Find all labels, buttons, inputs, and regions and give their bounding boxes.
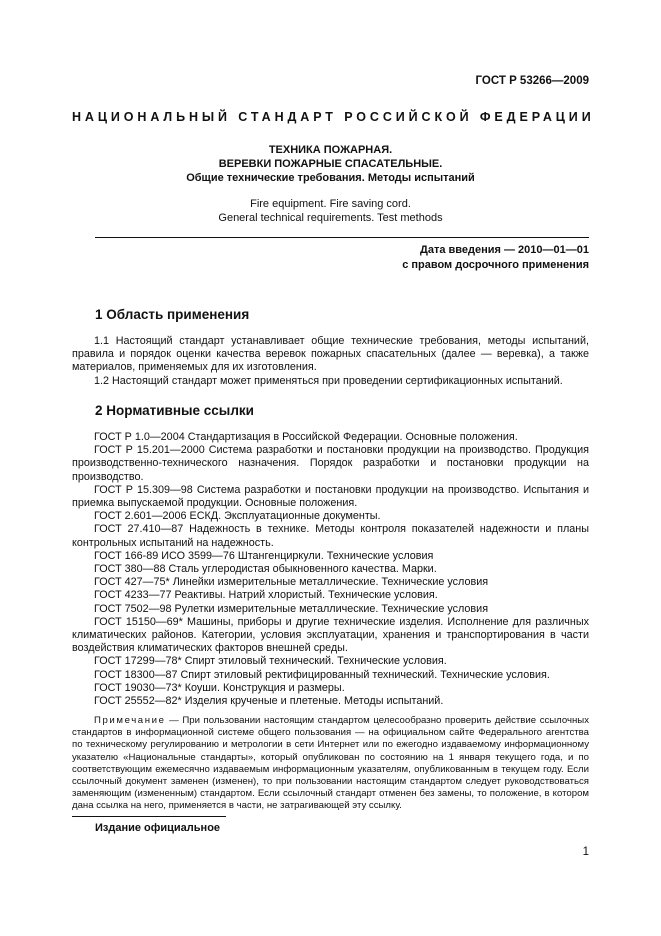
reference-item: ГОСТ Р 15.309—98 Система разработки и постановки продукции на производство. Испытания и приемка выпускаемой продукции. Основные положения. [72,483,589,510]
reference-item: ГОСТ 380—88 Сталь углеродистая обыкновенного качества. Марки. [94,563,437,576]
national-standard-heading: НАЦИОНАЛЬНЫЙ СТАНДАРТ РОССИЙСКОЙ ФЕДЕРАЦИИ [72,110,595,124]
document-code: ГОСТ Р 53266—2009 [475,75,589,87]
title-line-1: ТЕХНИКА ПОЖАРНАЯ. [268,144,393,156]
title-line-3: Общие технические требования. Методы испытаний [186,172,475,184]
section-1-heading: 1 Область применения [95,307,250,322]
reference-item: ГОСТ 427—75* Линейки измерительные металлические. Технические условия [94,576,489,589]
section-2-heading: 2 Нормативные ссылки [95,403,254,418]
paragraph-1-2: 1.2 Настоящий стандарт может применяться при проведении сертификационных испытаний. [94,374,563,387]
official-edition-label: Издание официальное [95,822,221,834]
reference-item: ГОСТ 2.601—2006 ЕСКД. Эксплуатационные документы. [94,510,381,523]
paragraph-1-1: 1.1 Настоящий стандарт устанавливает общие технические требования, методы испытаний, правила и порядок оценки качества веревок пожарных спасательных (далее — веревка), а также материалов, применяемых для их изготовления. [72,335,589,374]
note-label: Примечание [94,715,166,726]
reference-item: ГОСТ 17299—78* Спирт этиловый технический. Технические условия. [94,655,447,668]
reference-item: ГОСТ 4233—77 Реактивы. Натрий хлористый. Технические условия. [94,589,438,602]
section-1-body [72,335,589,388]
title-line-2: ВЕРЕВКИ ПОЖАРНЫЕ СПАСАТЕЛЬНЫЕ. [218,158,443,170]
english-title-line-2: General technical requirements. Test methods [218,212,443,224]
reference-item: ГОСТ 18300—87 Спирт этиловый ректифицированный технический. Технические условия. [94,668,550,681]
note-block [72,715,589,813]
title-divider [95,237,589,238]
footer-divider [72,816,226,817]
note-text: — При пользовании настоящим стандартом целесообразно проверить действие ссылочных стандартов в информационной системе общего пользования — на официальном сайте Федерального агентства по техническому регулированию и метрологии в сети Интернет или по ежегодно издаваемому информационному указателю «Национальные стандарты», который опубликован по состоянию на 1 января текущего года, и по соответствующим ежемесячно издаваемым информационным указателям, опубликованным в текущем году. Если ссылочный документ заменен (изменен), то при пользовании настоящим стандартом следует руководствоваться заменяющим (измененным) стандартом. Если ссылочный стандарт отменен без замены, то положение, в котором дана ссылка на него, применяется в части, не затрагивающей эту ссылку. [72,715,589,812]
introduction-date-line: Дата введения — 2010—01—01 [420,244,589,256]
reference-item: ГОСТ 166-89 ИСО 3599—76 Штангенциркули. Технические условия [94,549,434,562]
reference-item: ГОСТ 7502—98 Рулетки измерительные металлические. Технические условия [94,602,489,615]
early-application-line: с правом досрочного применения [402,259,589,271]
reference-item: ГОСТ 15150—69* Машины, приборы и другие технические изделия. Исполнение для различных климатических районов. Категории, условия эксплуатации, хранения и транспортирования в части воздействия климатических факторов внешней среды. [72,615,589,655]
russian-title [72,143,589,185]
reference-item: ГОСТ 25552—82* Изделия крученые и плетеные. Методы испытаний. [94,695,444,708]
reference-item: ГОСТ Р 1.0—2004 Стандартизация в Российской Федерации. Основные положения. [94,431,518,443]
normative-references-list [72,431,589,708]
introduction-date [402,243,589,273]
reference-item: ГОСТ 19030—73* Коуши. Конструкция и размеры. [94,681,345,694]
page-number: 1 [582,846,589,858]
english-title [72,197,589,225]
english-title-line-1: Fire equipment. Fire saving cord. [250,198,411,210]
reference-item: ГОСТ 27.410—87 Надежность в технике. Методы контроля показателей надежности и планы контрольных испытаний на надежность. [72,523,589,549]
reference-item: ГОСТ Р 15.201—2000 Система разработки и постановки продукции на производство. Продукция производственно-технического назначения. Порядок разработки и постановки продукции на производство. [72,444,589,483]
